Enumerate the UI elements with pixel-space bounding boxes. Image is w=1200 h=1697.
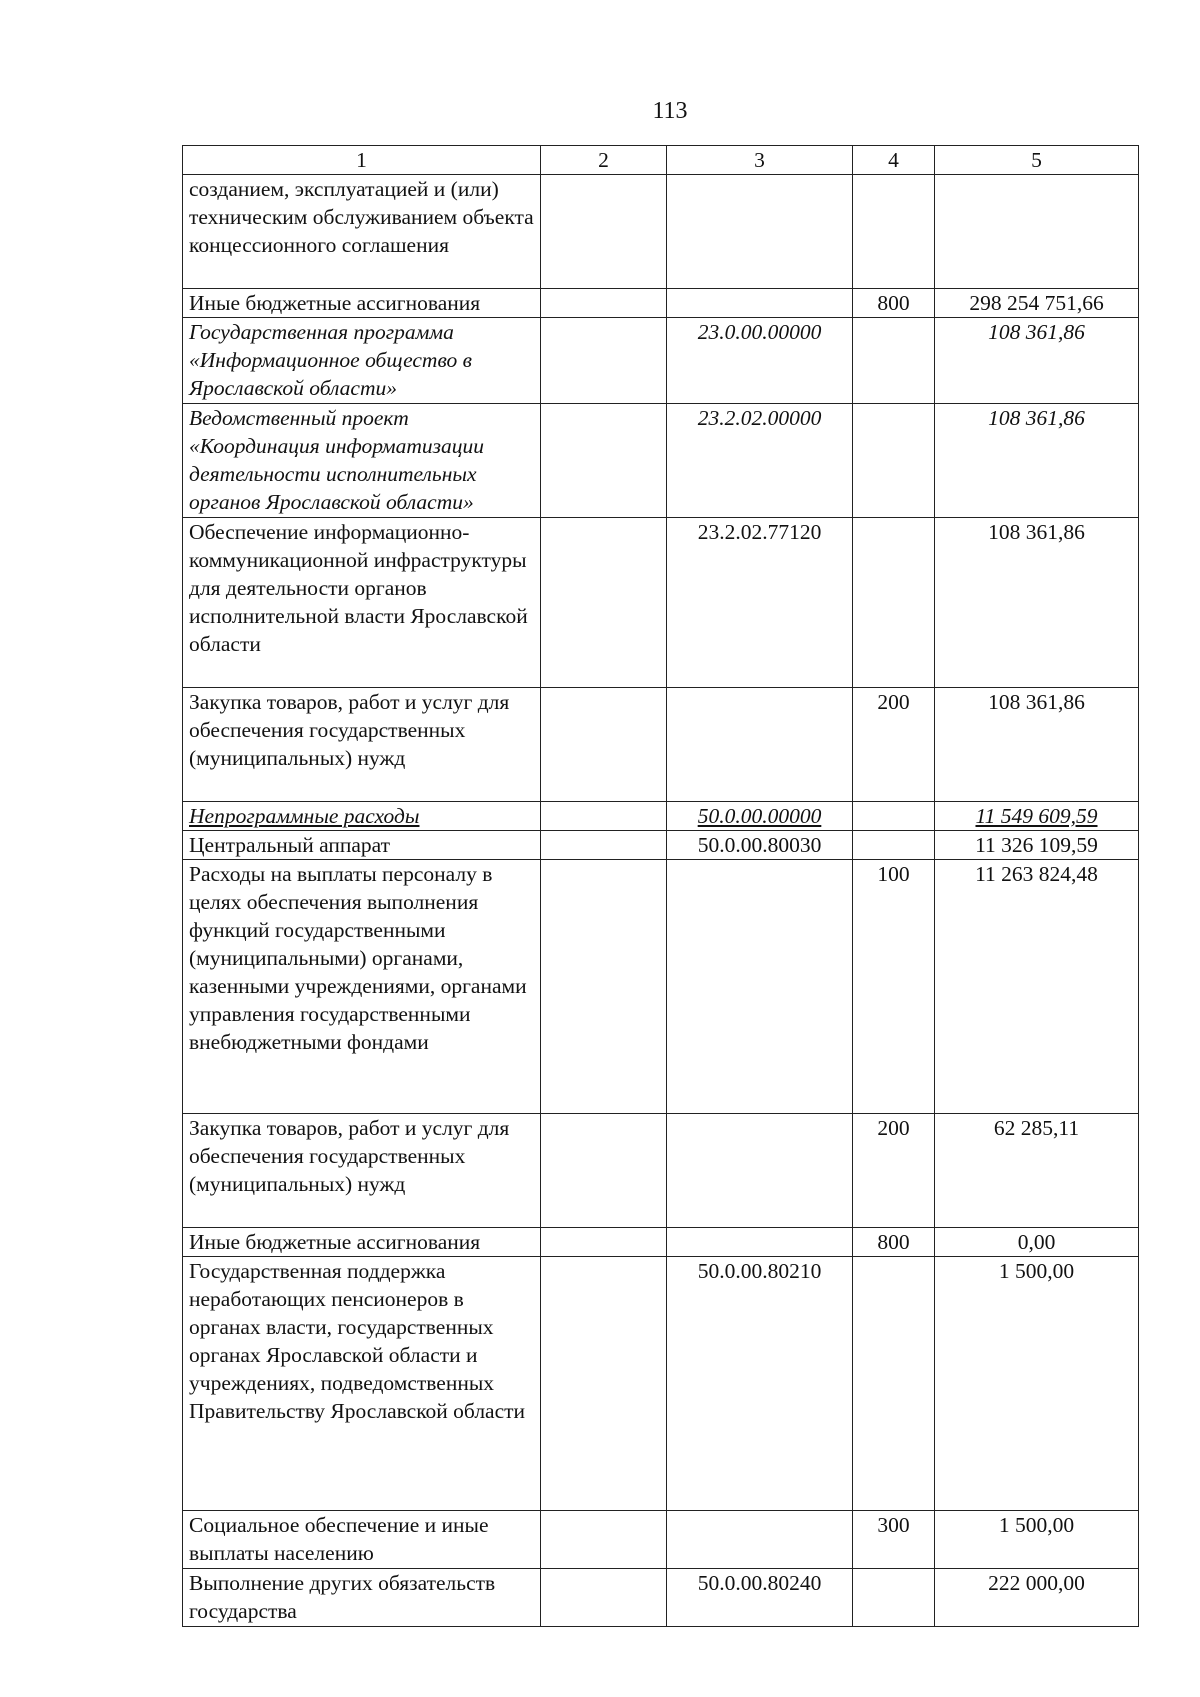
row-code: 50.0.00.00000	[667, 802, 853, 831]
column-header-1: 1	[183, 146, 541, 175]
row-amount: 108 361,86	[935, 318, 1139, 404]
row-code: 50.0.00.80240	[667, 1569, 853, 1627]
table-row	[183, 831, 1139, 860]
row-name: Государственная поддержка неработающих пенсионеров в органах власти, государственных органах Ярославской области и учреждениях, подведомственных Правительству Ярославской области	[183, 1257, 541, 1511]
row-type: 800	[853, 289, 935, 318]
row-col2	[541, 518, 667, 688]
row-amount: 108 361,86	[935, 688, 1139, 802]
row-code	[667, 860, 853, 1114]
row-col2	[541, 1569, 667, 1627]
row-amount	[935, 175, 1139, 289]
row-code: 23.0.00.00000	[667, 318, 853, 404]
row-col2	[541, 688, 667, 802]
row-code: 50.0.00.80210	[667, 1257, 853, 1511]
row-type	[853, 1257, 935, 1511]
table-row	[183, 860, 1139, 1114]
row-type	[853, 518, 935, 688]
row-name: Государственная программа «Информационное общество в Ярославской области»	[183, 318, 541, 404]
row-col2	[541, 831, 667, 860]
row-col2	[541, 1257, 667, 1511]
table-row	[183, 318, 1139, 404]
row-amount: 11 549 609,59	[935, 802, 1139, 831]
row-type: 100	[853, 860, 935, 1114]
row-col2	[541, 289, 667, 318]
row-name: Выполнение других обязательств государства	[183, 1569, 541, 1627]
row-name: созданием, эксплуатацией и (или) техническим обслуживанием объекта концессионного соглашения	[183, 175, 541, 289]
row-code	[667, 1228, 853, 1257]
page-number: 113	[652, 98, 688, 124]
row-code	[667, 1114, 853, 1228]
row-amount: 108 361,86	[935, 404, 1139, 518]
row-amount: 11 263 824,48	[935, 860, 1139, 1114]
row-name: Иные бюджетные ассигнования	[183, 1228, 541, 1257]
table-row	[183, 802, 1139, 831]
row-name: Социальное обеспечение и иные выплаты населению	[183, 1511, 541, 1569]
table-header-row	[183, 146, 1139, 175]
table-row	[183, 518, 1139, 688]
row-name: Расходы на выплаты персоналу в целях обеспечения выполнения функций государственными (муниципальными) органами, казенными учреждениями, органами управления государственными внебюджетными фондами	[183, 860, 541, 1114]
column-header-5: 5	[935, 146, 1139, 175]
table-row	[183, 688, 1139, 802]
row-amount: 11 326 109,59	[935, 831, 1139, 860]
row-amount: 298 254 751,66	[935, 289, 1139, 318]
row-type	[853, 831, 935, 860]
row-name: Ведомственный проект «Координация информатизации деятельности исполнительных органов Ярославской области»	[183, 404, 541, 518]
table-row	[183, 404, 1139, 518]
row-col2	[541, 1114, 667, 1228]
column-header-4: 4	[853, 146, 935, 175]
row-type	[853, 404, 935, 518]
table-row	[183, 1257, 1139, 1511]
row-name: Обеспечение информационно-коммуникационной инфраструктуры для деятельности органов исполнительной власти Ярославской области	[183, 518, 541, 688]
row-amount: 0,00	[935, 1228, 1139, 1257]
table-row	[183, 1114, 1139, 1228]
row-code	[667, 175, 853, 289]
column-header-3: 3	[667, 146, 853, 175]
row-type: 200	[853, 688, 935, 802]
row-code: 23.2.02.77120	[667, 518, 853, 688]
row-col2	[541, 802, 667, 831]
row-amount: 1 500,00	[935, 1511, 1139, 1569]
row-col2	[541, 404, 667, 518]
row-name: Иные бюджетные ассигнования	[183, 289, 541, 318]
row-col2	[541, 1511, 667, 1569]
row-col2	[541, 175, 667, 289]
row-type: 800	[853, 1228, 935, 1257]
row-name: Закупка товаров, работ и услуг для обеспечения государственных (муниципальных) нужд	[183, 688, 541, 802]
row-amount: 1 500,00	[935, 1257, 1139, 1511]
row-type: 200	[853, 1114, 935, 1228]
row-code	[667, 289, 853, 318]
row-type	[853, 1569, 935, 1627]
row-amount: 62 285,11	[935, 1114, 1139, 1228]
table-row	[183, 289, 1139, 318]
row-type	[853, 318, 935, 404]
table-row	[183, 175, 1139, 289]
row-name: Непрограммные расходы	[183, 802, 541, 831]
row-code: 50.0.00.80030	[667, 831, 853, 860]
row-col2	[541, 318, 667, 404]
table-row	[183, 1228, 1139, 1257]
row-code: 23.2.02.00000	[667, 404, 853, 518]
row-col2	[541, 1228, 667, 1257]
row-amount: 222 000,00	[935, 1569, 1139, 1627]
row-col2	[541, 860, 667, 1114]
row-name: Закупка товаров, работ и услуг для обеспечения государственных (муниципальных) нужд	[183, 1114, 541, 1228]
budget-table	[182, 145, 1139, 1627]
row-type: 300	[853, 1511, 935, 1569]
table-row	[183, 1511, 1139, 1569]
column-header-2: 2	[541, 146, 667, 175]
row-name: Центральный аппарат	[183, 831, 541, 860]
row-amount: 108 361,86	[935, 518, 1139, 688]
row-type	[853, 802, 935, 831]
row-code	[667, 688, 853, 802]
row-type	[853, 175, 935, 289]
table-row	[183, 1569, 1139, 1627]
row-code	[667, 1511, 853, 1569]
